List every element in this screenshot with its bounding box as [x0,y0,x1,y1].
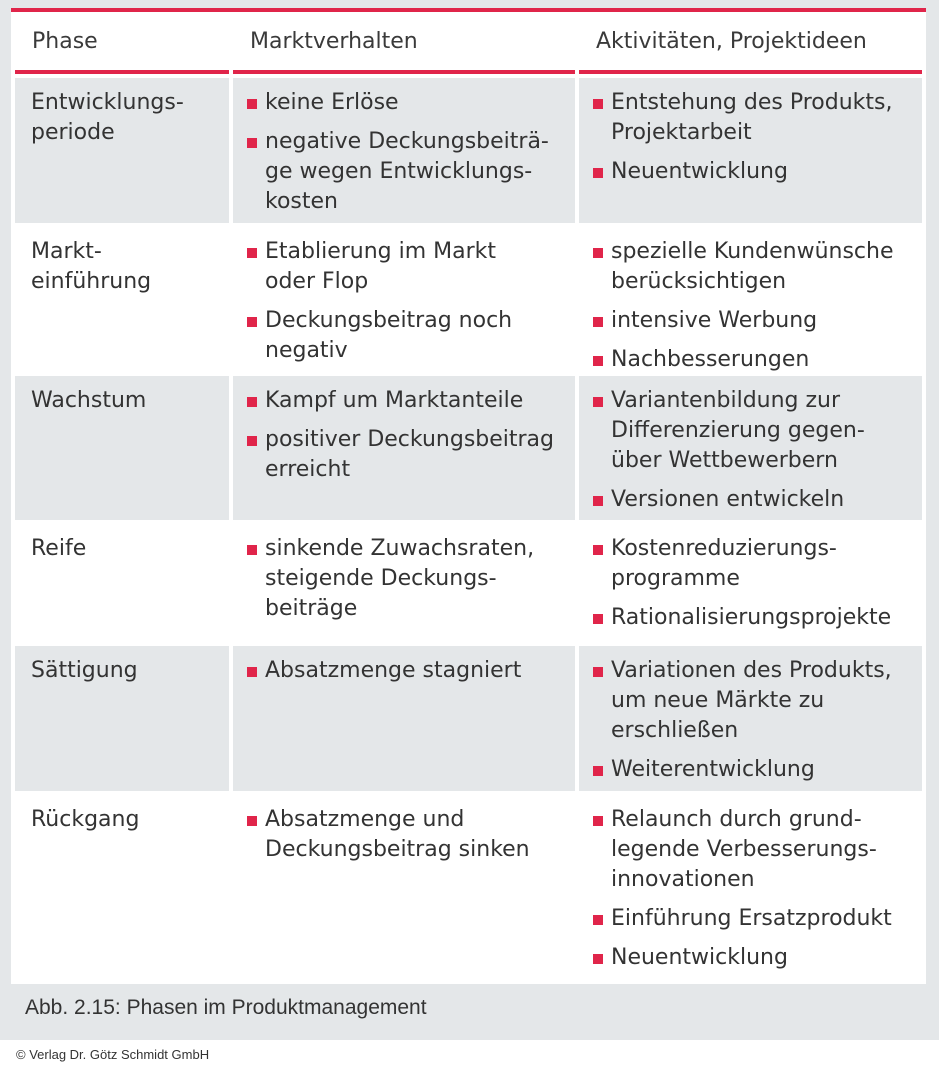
copyright-notice: © Verlag Dr. Götz Schmidt GmbH [16,1047,210,1062]
activity-item: Neuentwicklung [591,943,916,973]
activity-item: Einführung Ersatzprodukt [591,904,916,934]
phase-cell [15,795,229,985]
phase-cell [15,646,229,791]
figure-caption: Abb. 2.15: Phasen im Produktmanagement [25,996,427,1019]
market-behavior-item: Kampf um Marktanteile [245,386,569,416]
phase-name: Wachstum [31,388,147,413]
market-behavior-cell [233,227,575,372]
activity-item: Variantenbildung zur Differenzierung gegen- über Wettbewerbern [591,386,916,476]
market-behavior-item: Absatzmenge stagniert [245,656,569,686]
phase-name: Markt- einführung [31,239,152,294]
activity-item: Weiterentwicklung [591,755,916,785]
phase-name: Rückgang [31,807,140,832]
market-behavior-item: Etablierung im Markt oder Flop [245,237,569,297]
phase-cell [15,227,229,372]
column-header-market-behavior: Marktverhalten [233,12,575,74]
market-behavior-item: Absatzmenge und Deckungsbeitrag sinken [245,805,569,865]
market-behavior-cell [233,78,575,223]
activity-item: Kostenreduzierungs- programme [591,534,916,594]
activity-item: Rationalisierungsprojekte [591,603,916,633]
phase-name: Reife [31,536,87,561]
activity-item: Nachbesserungen [591,345,916,375]
market-behavior-item: sinkende Zuwachsraten, steigende Deckungs- beiträge [245,534,569,624]
activities-cell [579,376,922,520]
activity-item: spezielle Kundenwünsche berücksichtigen [591,237,916,297]
market-behavior-cell [233,524,575,642]
phases-table [11,8,926,984]
activity-item: Versionen entwickeln [591,485,916,515]
activity-item: Neuentwicklung [591,157,916,187]
column-header-activities: Aktivitäten, Projektideen [579,12,922,74]
activity-item: Entstehung des Produkts, Projektarbeit [591,88,916,148]
activities-cell [579,646,922,791]
activity-item: Relaunch durch grund- legende Verbesserungs- innovationen [591,805,916,895]
activities-cell [579,795,922,985]
activities-cell [579,524,922,642]
market-behavior-item: Deckungsbeitrag noch negativ [245,306,569,366]
market-behavior-cell [233,376,575,520]
activities-cell [579,78,922,223]
market-behavior-cell [233,795,575,985]
market-behavior-item: keine Erlöse [245,88,569,118]
phase-cell [15,376,229,520]
phase-cell [15,78,229,223]
phase-name: Entwicklungs- periode [31,90,184,145]
column-header-phase: Phase [15,12,229,74]
activity-item: Variationen des Produkts, um neue Märkte zu erschließen [591,656,916,746]
market-behavior-item: positiver Deckungsbeitrag erreicht [245,425,569,485]
activities-cell [579,227,922,372]
activity-item: intensive Werbung [591,306,916,336]
market-behavior-cell [233,646,575,791]
phase-cell [15,524,229,642]
phase-name: Sättigung [31,658,138,683]
table-grid [15,12,922,985]
market-behavior-item: negative Deckungsbeiträ- ge wegen Entwicklungs- kosten [245,127,569,217]
